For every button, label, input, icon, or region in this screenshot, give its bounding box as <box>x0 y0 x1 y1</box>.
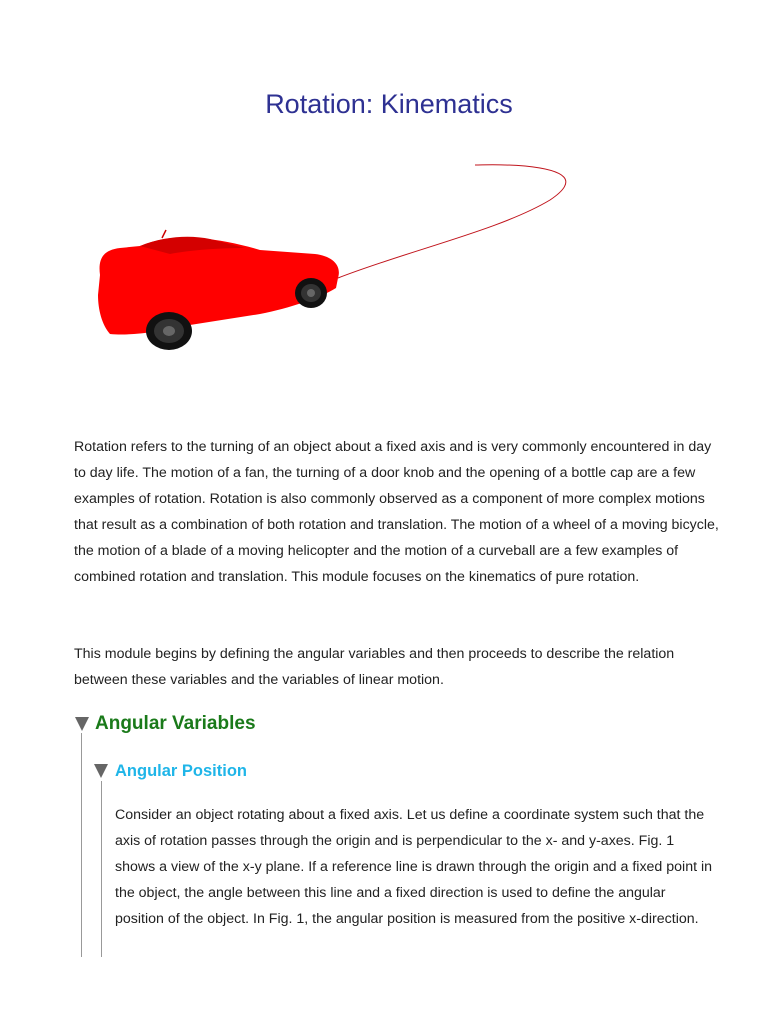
intro-paragraph-2: This module begins by defining the angular variables and then proceeds to describe the relation between these variables and the variables of linear motion. <box>74 646 675 688</box>
car-wheel-rear <box>146 312 192 350</box>
angular-position-paragraph: Consider an object rotating about a fixed axis. Let us define a coordinate system such that the axis of rotation passes through the origin and is perpendicular to the x- and y-axes. Fig. 1 shows a view of the x-y plane. If a reference line is drawn through the origin and a fixed point in the object, the angle between this line and a fixed direction is used to define the angular position of the object. In Fig. 1, the angular position is measured from the positive x-direction. <box>115 807 713 927</box>
car-wheel-front <box>295 278 327 308</box>
red-car-icon <box>80 150 580 370</box>
page-title: Rotation: Kinematics <box>265 89 513 119</box>
section-guide-line <box>81 733 82 957</box>
subsection-heading-angular-position: Angular Position <box>115 762 247 780</box>
intro-paragraph-1: Rotation refers to the turning of an object about a fixed axis and is very commonly encountered in day to day life. The motion of a fan, the turning of a door knob and the opening of a bottle cap are a few examples of rotation. Rotation is also commonly observed as a component of more complex motions that result as a combination of both rotation and translation. The motion of a wheel of a moving bicycle, the motion of a blade of a moving helicopter and the motion of a curveball are a few examples of combined rotation and translation. This module focuses on the kinematics of pure rotation. <box>74 439 719 585</box>
collapse-triangle-icon[interactable] <box>94 764 108 778</box>
section-heading-angular-variables: Angular Variables <box>95 713 256 734</box>
collapse-triangle-icon[interactable] <box>75 717 89 731</box>
subsection-guide-line <box>101 781 102 957</box>
trajectory-path <box>338 165 566 278</box>
